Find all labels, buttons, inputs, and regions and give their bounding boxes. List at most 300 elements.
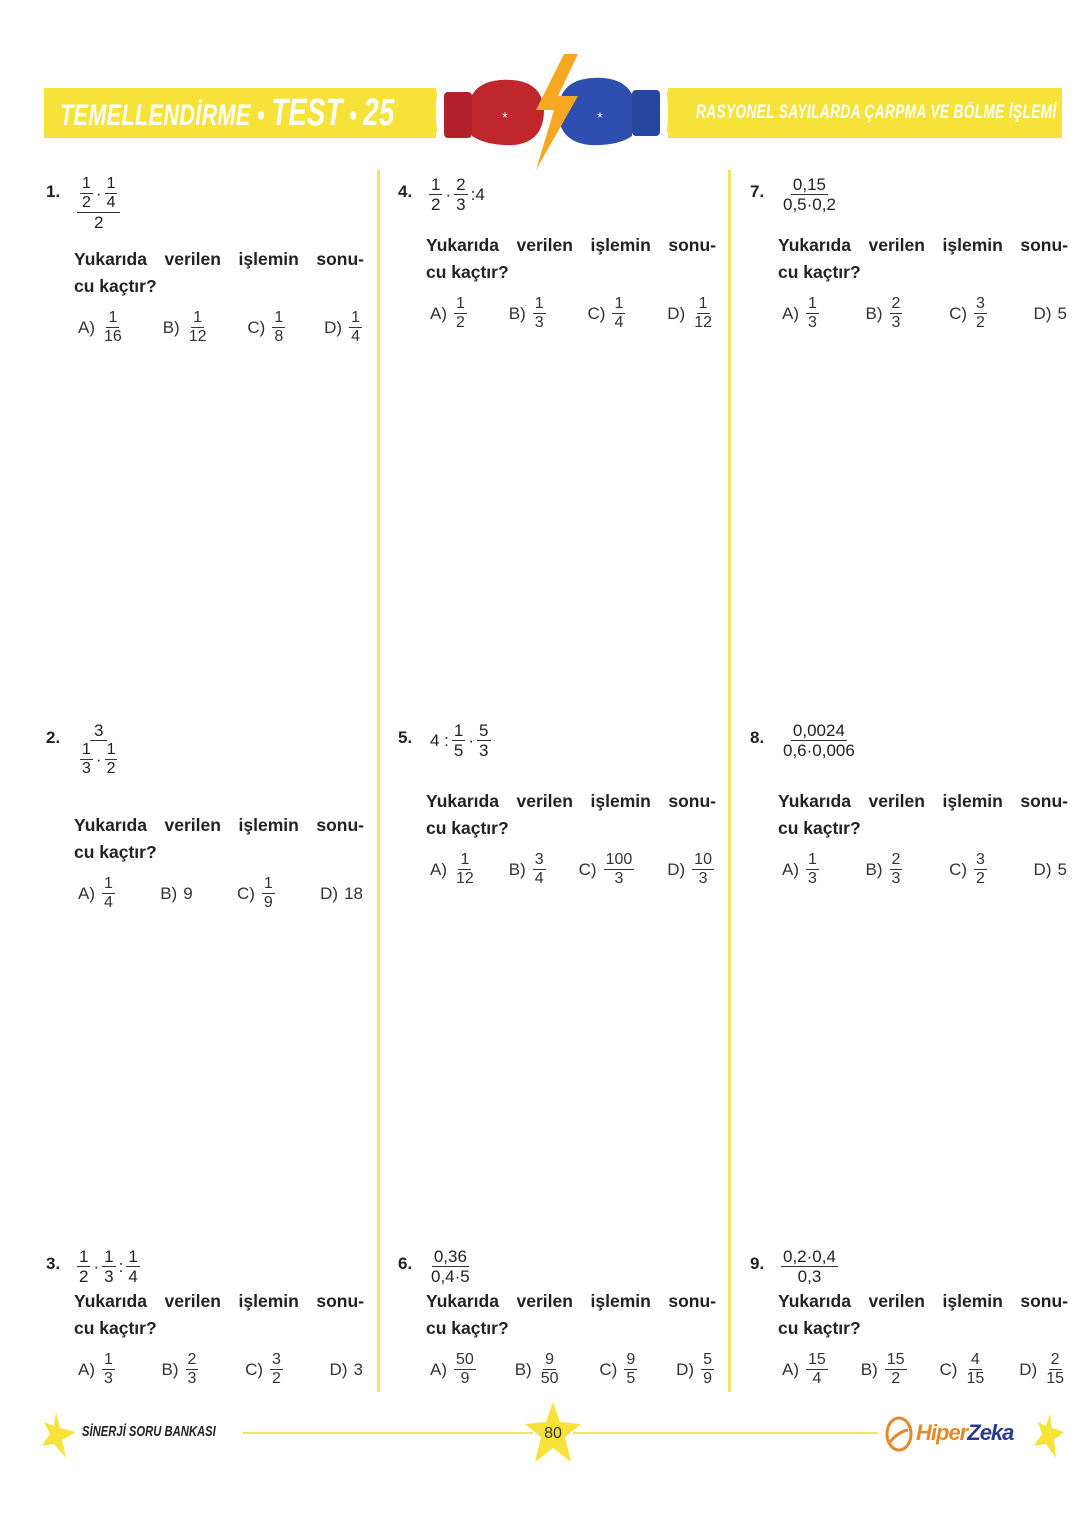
fraction <box>270 1352 283 1387</box>
denominator: 16 <box>104 328 122 345</box>
numerator: 1 <box>614 295 624 312</box>
answer-option-c[interactable] <box>599 1352 638 1387</box>
operator-text: · <box>95 184 102 203</box>
fraction <box>126 1248 139 1285</box>
option-label: A) <box>782 303 799 323</box>
fraction <box>187 310 209 345</box>
denominator: 12 <box>694 314 712 331</box>
option-label: C) <box>247 317 266 337</box>
answer-option-d[interactable] <box>1034 304 1067 324</box>
question-text-line: Yukarıda verilen işlemin sonu- <box>426 235 716 255</box>
numerator: 3 <box>272 1351 281 1368</box>
option-label: B) <box>514 1359 532 1379</box>
option-label: D) <box>667 859 686 879</box>
footer-line <box>243 1432 533 1434</box>
denominator: 0,5·0,2 <box>783 195 836 214</box>
numerator: 3 <box>976 851 985 868</box>
fraction <box>105 176 118 211</box>
fraction <box>102 310 124 345</box>
fraction <box>974 852 987 887</box>
option-label: B) <box>860 1359 878 1379</box>
fraction <box>890 852 903 887</box>
option-label: A) <box>782 859 799 879</box>
denominator: 2 <box>456 314 465 331</box>
answer-options <box>430 852 715 887</box>
column-divider <box>377 170 380 1392</box>
denominator: 2 <box>79 1267 89 1286</box>
brand-icon <box>884 1414 918 1454</box>
denominator: 3 <box>891 314 901 331</box>
denominator: 0,6·0,006 <box>783 741 855 760</box>
option-label: B) <box>508 303 526 323</box>
numerator: 1 <box>82 175 91 192</box>
question-text-line: Yukarıda verilen işlemin sonu- <box>74 249 364 269</box>
question-text-line: Yukarıda verilen işlemin sonu- <box>426 1291 716 1311</box>
numerator: 1 <box>453 721 464 740</box>
denominator: 3 <box>534 314 544 331</box>
answer-option-c[interactable] <box>247 310 286 345</box>
answer-option-c[interactable] <box>579 852 636 887</box>
numerator: 50 <box>456 1351 474 1368</box>
numerator: 100 <box>605 851 633 868</box>
answer-options <box>78 310 363 345</box>
operator-text: · <box>445 184 452 204</box>
numerator: 1 <box>431 175 441 194</box>
fraction <box>781 176 838 213</box>
fraction <box>701 1352 714 1387</box>
numerator: 2 <box>1050 1351 1060 1368</box>
fraction <box>102 1352 115 1387</box>
section-title: TEMELLENDİRME <box>60 99 251 132</box>
option-label: D) <box>1019 1359 1038 1379</box>
operator-text: 4 : <box>430 730 449 750</box>
option-value: 5 <box>1057 303 1067 323</box>
numerator: 1 <box>808 851 817 868</box>
fraction <box>539 1352 561 1387</box>
answer-option-d[interactable] <box>667 852 715 887</box>
question-text-line: Yukarıda verilen işlemin sonu- <box>778 791 1068 811</box>
numerator: 1 <box>106 741 116 758</box>
denominator: 2 <box>272 1370 281 1387</box>
numerator: 0,2·0,4 <box>783 1247 836 1266</box>
numerator: 3 <box>976 295 985 312</box>
option-label: B) <box>160 883 178 903</box>
answer-option-b[interactable] <box>160 884 192 904</box>
option-label: D) <box>1033 859 1052 879</box>
option-label: A) <box>430 303 447 323</box>
complex-fraction <box>77 722 120 777</box>
denominator: 12 <box>456 870 474 887</box>
question-text-line: cu kaçtır? <box>74 842 157 862</box>
fraction <box>806 852 819 887</box>
option-label: B) <box>161 1359 179 1379</box>
question-number: 5. <box>398 728 413 747</box>
question-expression <box>76 176 121 231</box>
boxing-gloves-icon <box>432 50 672 175</box>
numerator: 1 <box>274 309 284 326</box>
answer-option-c[interactable] <box>245 1352 284 1387</box>
denominator: 4 <box>104 894 113 911</box>
question-expression <box>428 722 492 759</box>
numerator: 1 <box>108 309 118 326</box>
question-number: 2. <box>46 728 61 747</box>
numerator: 1 <box>82 741 91 758</box>
denominator: 2 <box>976 314 985 331</box>
answer-options <box>782 852 1067 887</box>
topic-title: RASYONEL SAYILARDA ÇARPMA VE BÖLME İŞLEMİ <box>696 102 1057 123</box>
footer-line <box>573 1432 878 1434</box>
question-text-line: cu kaçtır? <box>426 1318 509 1338</box>
numerator: 4 <box>970 1351 980 1368</box>
series-name: SİNERJİ SORU BANKASI <box>82 1423 216 1440</box>
fraction <box>262 876 275 911</box>
denominator: 0,3 <box>797 1267 822 1286</box>
denominator: 9 <box>460 1370 470 1387</box>
numerator: 1 <box>104 1351 113 1368</box>
numerator: 0,36 <box>433 1247 467 1266</box>
answer-option-d[interactable] <box>330 1360 363 1380</box>
option-label: C) <box>578 859 597 879</box>
test-number: 25 <box>363 92 395 134</box>
denominator: 3 <box>698 870 708 887</box>
numerator: 1 <box>351 309 360 326</box>
fraction <box>781 1248 838 1285</box>
option-label: A) <box>78 1359 95 1379</box>
question-text-line: cu kaçtır? <box>426 262 509 282</box>
fraction <box>692 296 714 331</box>
column-divider <box>728 170 731 1392</box>
denominator: 5 <box>453 741 464 760</box>
denominator: 15 <box>1046 1370 1064 1387</box>
denominator: 9 <box>263 894 273 911</box>
question-number: 1. <box>46 182 61 201</box>
question-expression <box>780 176 839 213</box>
fraction <box>77 1248 90 1285</box>
denominator: 3 <box>479 741 489 760</box>
option-label: D) <box>320 883 339 903</box>
denominator <box>77 741 120 777</box>
answer-option-a[interactable] <box>430 1352 477 1387</box>
answer-options <box>430 1352 715 1387</box>
denominator: 9 <box>703 1370 712 1387</box>
numerator <box>90 722 107 741</box>
numerator <box>77 176 120 213</box>
fraction <box>781 722 857 759</box>
denominator: 2 <box>976 870 985 887</box>
option-label: D) <box>324 317 343 337</box>
fraction <box>885 1352 907 1387</box>
question-text-line: cu kaçtır? <box>74 1318 157 1338</box>
question-text-line: cu kaçtır? <box>426 818 509 838</box>
header-right-banner <box>668 88 1062 138</box>
answer-option-b[interactable] <box>163 310 210 345</box>
fraction <box>533 852 546 887</box>
numerator: 9 <box>626 1351 636 1368</box>
question-text <box>778 232 1068 286</box>
numerator: 1 <box>698 295 708 312</box>
question-expression <box>76 722 121 777</box>
answer-option-d[interactable] <box>1019 1352 1067 1387</box>
answer-options <box>782 296 1067 331</box>
option-label: A) <box>78 317 95 337</box>
numerator: 1 <box>263 875 273 892</box>
fraction <box>624 1352 637 1387</box>
operator-text: 3 <box>94 721 104 740</box>
answer-option-a[interactable] <box>78 310 125 345</box>
numerator: 1 <box>106 175 116 192</box>
question-number: 8. <box>750 728 765 747</box>
denominator: 3 <box>808 870 817 887</box>
operator-text: :4 <box>470 184 485 204</box>
question-text <box>74 246 364 300</box>
answer-option-a[interactable] <box>78 876 116 911</box>
answer-option-c[interactable] <box>940 1352 988 1387</box>
option-label: A) <box>430 1359 447 1379</box>
denominator: 50 <box>540 1370 559 1387</box>
denominator: 4 <box>534 870 544 887</box>
fraction <box>964 1352 986 1387</box>
operator-text: · <box>95 750 102 769</box>
page-number: 80 <box>544 1425 562 1442</box>
denominator: 4 <box>106 194 116 211</box>
star-icon <box>1034 1414 1064 1458</box>
option-label: A) <box>782 1359 799 1379</box>
denominator: 4 <box>614 314 624 331</box>
denominator: 5 <box>626 1370 636 1387</box>
option-label: A) <box>78 883 95 903</box>
answer-option-b[interactable] <box>162 1352 200 1387</box>
question-text-line: Yukarıda verilen işlemin sonu- <box>778 235 1068 255</box>
question-text-line: cu kaçtır? <box>74 276 157 296</box>
numerator: 5 <box>703 1351 712 1368</box>
option-label: D) <box>1033 303 1052 323</box>
numerator: 1 <box>456 295 465 312</box>
fraction <box>604 852 635 887</box>
denominator: 12 <box>188 328 207 345</box>
numerator: 15 <box>886 1351 905 1368</box>
option-label: B) <box>162 317 180 337</box>
answer-option-d[interactable] <box>1034 860 1067 880</box>
option-value: 3 <box>353 1359 363 1379</box>
denominator: 4 <box>128 1267 138 1286</box>
answer-option-b[interactable] <box>509 852 547 887</box>
denominator: 3 <box>104 1370 113 1387</box>
fraction <box>454 176 467 213</box>
question-expression <box>780 1248 839 1285</box>
fraction <box>1044 1352 1066 1387</box>
option-label: D) <box>676 1359 695 1379</box>
answer-options <box>430 296 715 331</box>
denominator: 3 <box>82 760 91 777</box>
question-text <box>426 232 716 286</box>
denominator: 2 <box>431 195 441 214</box>
numerator: 9 <box>545 1351 555 1368</box>
option-label: C) <box>949 859 968 879</box>
option-label: C) <box>236 883 255 903</box>
question-expression <box>428 176 487 213</box>
fraction <box>349 310 362 345</box>
denominator: 3 <box>456 195 466 214</box>
answer-option-d[interactable] <box>320 884 363 904</box>
question-text <box>778 788 1068 842</box>
test-label: TEST <box>271 92 343 134</box>
answer-option-c[interactable] <box>588 296 627 331</box>
answer-option-a[interactable] <box>782 296 820 331</box>
fraction <box>806 296 819 331</box>
fraction <box>105 742 118 777</box>
denominator <box>90 213 107 231</box>
answer-option-c[interactable] <box>949 852 988 887</box>
numerator: 10 <box>694 851 712 868</box>
answer-option-c[interactable] <box>237 876 276 911</box>
fraction <box>890 296 903 331</box>
question-text <box>426 788 716 842</box>
question-expression <box>76 1248 141 1285</box>
fraction <box>477 722 490 759</box>
denominator: 0,4·5 <box>431 1267 470 1286</box>
answer-option-d[interactable] <box>324 310 363 345</box>
option-label: C) <box>245 1359 264 1379</box>
question-text <box>74 812 364 866</box>
numerator: 1 <box>104 1247 114 1266</box>
question-text-line: Yukarıda verilen işlemin sonu- <box>426 791 716 811</box>
question-text-line: cu kaçtır? <box>778 262 861 282</box>
numerator: 2 <box>187 1351 197 1368</box>
option-label: C) <box>939 1359 958 1379</box>
brand-logo <box>884 1414 1044 1454</box>
answer-option-d[interactable] <box>676 1352 715 1387</box>
question-number: 4. <box>398 182 413 201</box>
fraction <box>692 852 714 887</box>
denominator: 8 <box>274 328 284 345</box>
option-label: C) <box>587 303 606 323</box>
header-left-banner: TEMELLENDİRME • TEST • 25 <box>44 88 436 138</box>
fraction <box>102 876 115 911</box>
option-label: C) <box>599 1359 618 1379</box>
question-number: 9. <box>750 1254 765 1273</box>
fraction <box>272 310 285 345</box>
option-value: 9 <box>183 883 193 903</box>
fraction <box>452 722 465 759</box>
question-text-line: Yukarıda verilen işlemin sonu- <box>778 1291 1068 1311</box>
option-label: D) <box>329 1359 348 1379</box>
option-label: D) <box>667 303 686 323</box>
answer-option-b[interactable] <box>515 1352 562 1387</box>
fraction <box>612 296 625 331</box>
answer-options <box>78 876 363 911</box>
denominator: 2 <box>82 194 91 211</box>
denominator: 2 <box>891 1370 901 1387</box>
operator-text: 2 <box>94 213 104 232</box>
fraction <box>454 296 467 331</box>
question-number: 3. <box>46 1254 61 1273</box>
answer-option-a[interactable] <box>782 852 820 887</box>
question-expression <box>780 722 858 759</box>
star-icon <box>42 1412 76 1458</box>
fraction <box>454 1352 476 1387</box>
answer-option-a[interactable] <box>430 852 477 887</box>
numerator: 2 <box>891 851 901 868</box>
answer-options <box>78 1352 363 1387</box>
numerator: 2 <box>891 295 901 312</box>
question-text-line: cu kaçtır? <box>778 1318 861 1338</box>
numerator: 1 <box>193 309 203 326</box>
answer-option-b[interactable] <box>866 296 904 331</box>
option-label: B) <box>508 859 526 879</box>
numerator: 1 <box>808 295 817 312</box>
question-expression <box>428 1248 473 1285</box>
fraction <box>80 742 93 777</box>
question-number: 7. <box>750 182 765 201</box>
numerator: 0,15 <box>792 175 827 194</box>
denominator: 3 <box>891 870 901 887</box>
question-text-line: Yukarıda verilen işlemin sonu- <box>74 815 364 835</box>
denominator: 3 <box>104 1267 114 1286</box>
option-value: 5 <box>1057 859 1067 879</box>
question-text <box>74 1288 364 1342</box>
denominator: 3 <box>808 314 817 331</box>
fraction <box>80 176 93 211</box>
denominator: 4 <box>812 1370 822 1387</box>
denominator: 3 <box>187 1370 197 1387</box>
answer-option-b[interactable] <box>509 296 547 331</box>
question-text-line: Yukarıda verilen işlemin sonu- <box>74 1291 364 1311</box>
fraction <box>806 1352 828 1387</box>
fraction <box>429 1248 472 1285</box>
svg-text:*: * <box>597 109 603 125</box>
option-label: C) <box>949 303 968 323</box>
numerator: 1 <box>460 851 470 868</box>
fraction <box>454 852 476 887</box>
brand-name: HiperZeka <box>916 1420 1014 1445</box>
denominator: 3 <box>614 870 624 887</box>
numerator: 1 <box>79 1247 89 1266</box>
numerator: 3 <box>534 851 544 868</box>
fraction <box>974 296 987 331</box>
answer-option-b[interactable] <box>866 852 904 887</box>
option-value: 18 <box>344 883 363 903</box>
option-label: A) <box>430 859 447 879</box>
answer-option-a[interactable] <box>782 1352 829 1387</box>
answer-option-b[interactable] <box>861 1352 908 1387</box>
denominator: 2 <box>106 760 116 777</box>
numerator: 15 <box>808 1351 826 1368</box>
question-text <box>426 1288 716 1342</box>
question-text-line: cu kaçtır? <box>778 818 861 838</box>
numerator: 2 <box>456 175 466 194</box>
operator-text: · <box>468 730 475 750</box>
numerator: 1 <box>128 1247 138 1266</box>
denominator: 15 <box>966 1370 985 1387</box>
answer-options <box>782 1352 1067 1387</box>
numerator: 5 <box>479 721 489 740</box>
complex-fraction <box>77 176 120 231</box>
option-label: B) <box>865 859 883 879</box>
answer-option-a[interactable] <box>78 1352 116 1387</box>
answer-option-c[interactable] <box>949 296 988 331</box>
operator-text: : <box>118 1256 124 1276</box>
answer-option-d[interactable] <box>667 296 715 331</box>
fraction <box>429 176 442 213</box>
operator-text: · <box>93 1256 100 1276</box>
question-text <box>778 1288 1068 1342</box>
denominator: 4 <box>351 328 360 345</box>
fraction <box>533 296 546 331</box>
svg-text:*: * <box>502 109 508 125</box>
numerator: 0,0024 <box>792 721 845 740</box>
answer-option-a[interactable] <box>430 296 468 331</box>
numerator: 1 <box>534 295 544 312</box>
